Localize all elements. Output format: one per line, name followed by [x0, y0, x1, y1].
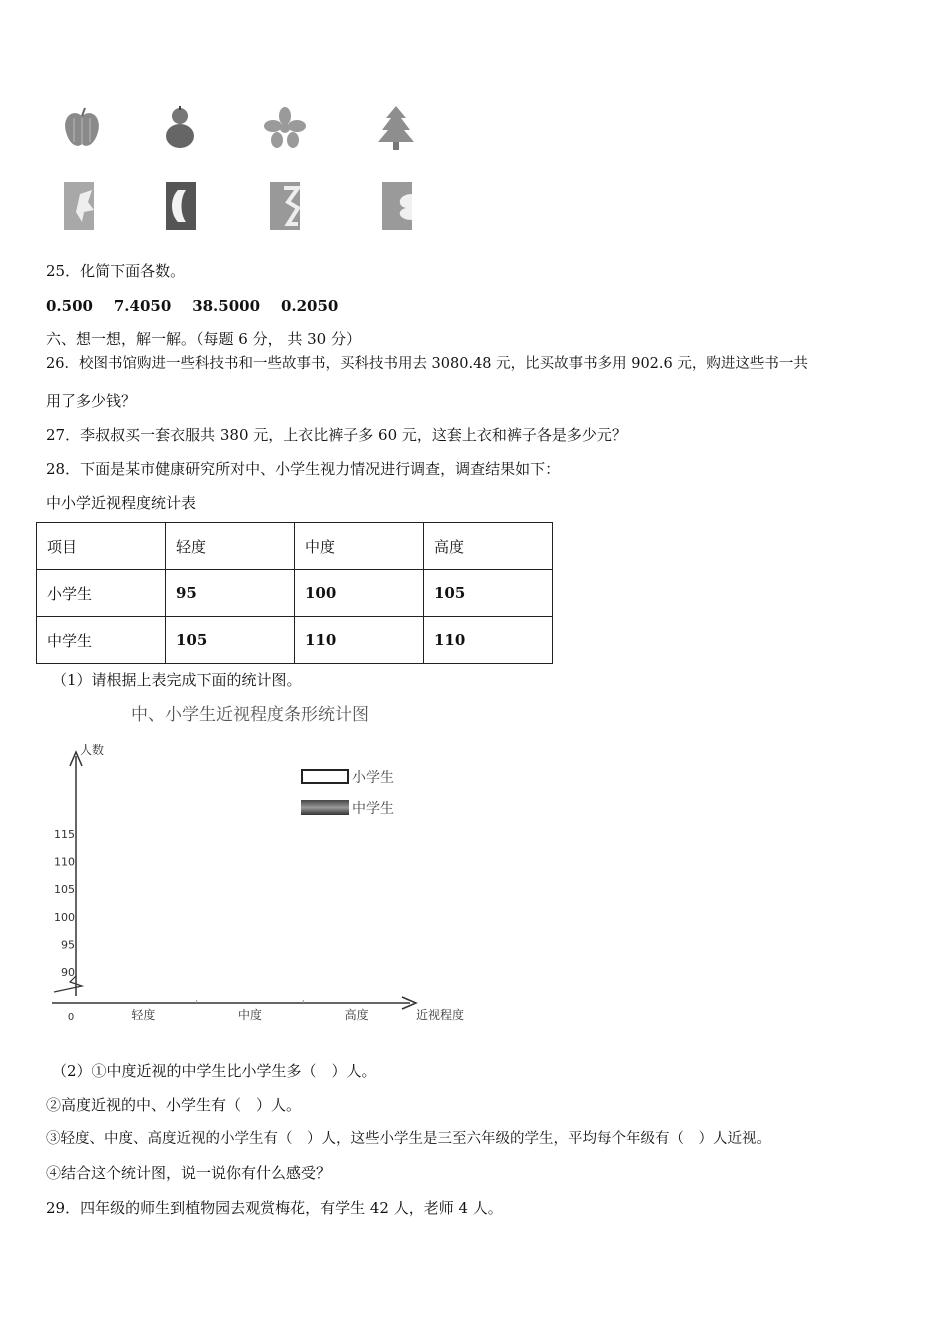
card-cutout-2-icon [164, 180, 200, 232]
chart-title: 中、小学生近视程度条形统计图 [131, 705, 369, 725]
legend-label-middle: 中学生 [352, 801, 394, 817]
y-axis-label: 人数 [80, 743, 105, 757]
chart-legend [301, 769, 394, 817]
question-25-title: 25．化简下面各数。 [46, 262, 186, 280]
tree-shape-icon [376, 104, 416, 152]
card-cutout-4-icon [380, 180, 416, 232]
legend-label-primary: 小学生 [352, 770, 394, 786]
card-cutout-3-icon [268, 180, 304, 232]
x-axis-label: 近视程度 [416, 1008, 465, 1022]
table-header-row [37, 523, 553, 570]
origin-label: 0 [67, 1012, 75, 1023]
y-tick-label: 105 [54, 883, 75, 897]
question-28-part2-1: （2）①中度近视的中学生比小学生多（ ）人。 [52, 1062, 377, 1080]
myopia-stats-table [36, 522, 553, 664]
x-category-label: 轻度 [131, 1008, 156, 1022]
question-28-part1: （1）请根据上表完成下面的统计图。 [52, 671, 302, 689]
y-tick-label: 110 [54, 855, 75, 869]
x-category-label: 高度 [344, 1008, 369, 1022]
table-cell: 110 [424, 617, 553, 664]
apple-shape-icon [58, 104, 106, 152]
y-tick-label: 115 [54, 828, 75, 841]
table-row [37, 617, 553, 664]
question-28-part2-4: ④结合这个统计图，说一说你有什么感受？ [46, 1164, 332, 1182]
number-item: 7.4050 [113, 297, 172, 315]
table-header-cell: 高度 [424, 523, 553, 570]
legend-swatch-primary [302, 770, 348, 783]
number-item: 0.2050 [280, 297, 339, 315]
bar-chart [40, 700, 500, 1035]
table-cell: 110 [295, 617, 424, 664]
table-cell: 95 [166, 570, 295, 617]
question-28-intro: 28．下面是某市健康研究所对中、小学生视力情况进行调查，调查结果如下： [46, 460, 561, 478]
x-category-label: 中度 [237, 1008, 263, 1022]
y-ticks [54, 828, 75, 979]
question-26-line2: 用了多少钱？ [46, 392, 137, 410]
y-tick-label: 95 [61, 938, 75, 952]
question-25-numbers [46, 296, 338, 316]
question-28-part2-3: ③轻度、中度、高度近视的小学生有（ ）人，这些小学生是三至六年级的学生，平均每个年级有（ ）人近视。 [46, 1131, 771, 1147]
table-cell: 105 [166, 617, 295, 664]
y-tick-label: 100 [54, 910, 75, 924]
card-cutout-1-icon [62, 180, 98, 232]
table-header-cell: 项目 [37, 523, 166, 570]
table-row [37, 570, 553, 617]
table-cell: 中学生 [37, 617, 166, 664]
number-item: 0.500 [46, 297, 93, 315]
number-item: 38.5000 [192, 297, 261, 315]
flower-shape-icon [262, 106, 308, 150]
question-28-part2-2: ②高度近视的中、小学生有（ ）人。 [46, 1096, 302, 1114]
question-29-text: 29．四年级的师生到植物园去观赏梅花，有学生 42 人，老师 4 人。 [46, 1199, 503, 1217]
table-header-cell: 轻度 [166, 523, 295, 570]
gourd-shape-icon [160, 104, 200, 152]
question-27-text: 27．李叔叔买一套衣服共 380 元，上衣比裤子多 60 元，这套上衣和裤子各是多少元？ [46, 426, 627, 444]
table-cell: 100 [295, 570, 424, 617]
table-cell: 小学生 [37, 570, 166, 617]
y-tick-label: 90 [61, 966, 75, 979]
table-title: 中小学近视程度统计表 [46, 494, 197, 512]
table-cell: 105 [424, 570, 553, 617]
table-header-cell: 中度 [295, 523, 424, 570]
section-6-heading: 六、想一想，解一解。（每题 6 分， 共 30 分） [46, 330, 361, 348]
legend-swatch-middle [301, 800, 349, 815]
question-26-line1: 26．校图书馆购进一些科技书和一些故事书，买科技书用去 3080.48 元，比买故事书多用 902.6 元，购进这些书一共 [46, 356, 808, 372]
